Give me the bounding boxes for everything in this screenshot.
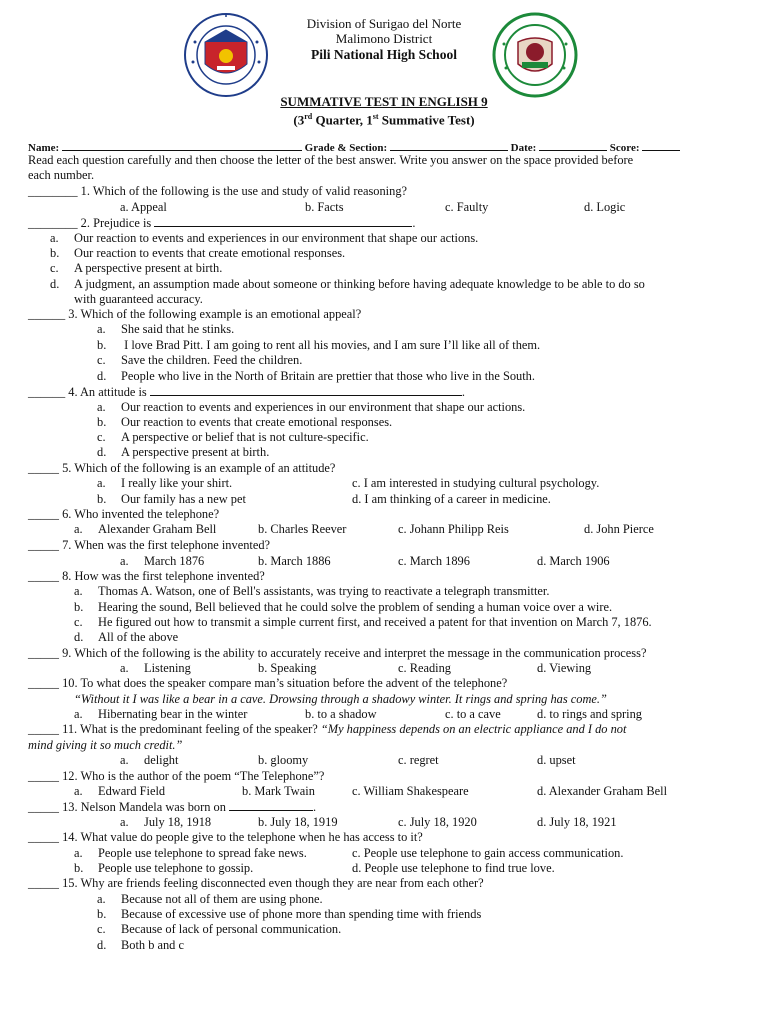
q15-option-b: b. Because of excessive use of phone more than spending time with friends [97, 907, 482, 921]
q10-option-a: a. Hibernating bear in the winter [74, 707, 248, 721]
q14-option-b: b. People use telephone to gossip. [74, 861, 254, 875]
question-4: ______ 4. An attitude is . [28, 385, 465, 399]
q9-option-b: b. Speaking [258, 661, 317, 675]
question-2: ________ 2. Prejudice is . [28, 216, 416, 230]
q8-option-d: d. All of the above [74, 630, 179, 644]
q12-option-c: c. William Shakespeare [352, 784, 469, 798]
answer-blank[interactable]: _____ [28, 461, 59, 475]
q11-option-a: a. delight [120, 753, 179, 767]
q3-option-a: a. She said that he stinks. [97, 322, 235, 336]
q5-option-d: d. I am thinking of a career in medicine. [352, 492, 551, 506]
score-label: Score: [609, 142, 640, 154]
q15-option-d: d. Both b and c [97, 938, 184, 952]
q14-option-d: d. People use telephone to find true love. [352, 861, 555, 875]
q2-option-d: d. A judgment, an assumption made about someone or thinking before having adequate knowledge to be able to do so [50, 277, 645, 291]
question-9: _____ 9. Which of the following is the ability to accurately receive and interpret the message in the communication process? [28, 646, 647, 660]
q6-option-b: b. Charles Reever [258, 522, 347, 536]
fill-in-blank[interactable] [154, 215, 412, 227]
answer-blank[interactable]: ________ [28, 184, 78, 198]
question-13: _____ 13. Nelson Mandela was born on . [28, 800, 317, 814]
answer-blank[interactable]: _____ [28, 830, 59, 844]
name-field[interactable] [62, 139, 302, 151]
q13-option-c: c. July 18, 1920 [398, 815, 477, 829]
answer-blank[interactable]: _____ [28, 569, 59, 583]
q12-option-d: d. Alexander Graham Bell [537, 784, 668, 798]
q4-option-a: a. Our reaction to events and experiences in our environment that shape our actions. [97, 400, 526, 414]
q9-option-c: c. Reading [398, 661, 451, 675]
answer-blank[interactable]: _____ [28, 676, 59, 690]
q11-option-b: b. gloomy [258, 753, 309, 767]
q14-option-c: c. People use telephone to gain access communication. [352, 846, 624, 860]
question-7: _____ 7. When was the first telephone invented? [28, 538, 271, 552]
q5-option-a: a. I really like your shirt. [97, 476, 233, 490]
q3-option-d: d. People who live in the North of Britain are prettier that those who live in the South. [97, 369, 535, 383]
question-5: _____ 5. Which of the following is an example of an attitude? [28, 461, 336, 475]
instructions-line-1: Read each question carefully and then choose the letter of the best answer. Write you answer on the space provided before [28, 153, 634, 167]
q7-option-a: a. March 1876 [120, 554, 205, 568]
date-field[interactable] [539, 139, 607, 151]
fill-in-blank[interactable] [229, 799, 313, 811]
q13-option-d: d. July 18, 1921 [537, 815, 617, 829]
q5-option-c: c. I am interested in studying cultural psychology. [352, 476, 600, 490]
q12-option-b: b. Mark Twain [242, 784, 315, 798]
test-subtitle: (3rd Quarter, 1st Summative Test) [293, 112, 475, 128]
q6-option-a: a. Alexander Graham Bell [74, 522, 217, 536]
name-label: Name: [28, 142, 60, 154]
question-12: _____ 12. Who is the author of the poem “The Telephone”? [28, 769, 325, 783]
answer-blank[interactable]: _____ [28, 507, 59, 521]
q10-option-d: d. to rings and spring [537, 707, 642, 721]
q6-option-d: d. John Pierce [584, 522, 654, 536]
answer-blank[interactable]: _____ [28, 538, 59, 552]
q6-option-c: c. Johann Philipp Reis [398, 522, 509, 536]
q1-option-d: d. Logic [584, 200, 626, 214]
q1-option-b: b. Facts [305, 200, 344, 214]
answer-blank[interactable]: ________ [28, 216, 78, 230]
q2-option-c: c. A perspective present at birth. [50, 261, 223, 275]
q2-option-a: a. Our reaction to events and experiences in our environment that shape our actions. [50, 231, 479, 245]
q7-option-c: c. March 1896 [398, 554, 470, 568]
q4-option-b: b. Our reaction to events that create emotional responses. [97, 415, 393, 429]
score-field[interactable] [642, 139, 680, 151]
q8-option-b: b. Hearing the sound, Bell believed that he could solve the problem of sending a human voice over a wire. [74, 600, 613, 614]
q10-quote: “Without it I was like a bear in a cave. Drowsing through a shadowy winter. It rings and spring has come.” [74, 692, 607, 706]
question-1: ________ 1. Which of the following is the use and study of valid reasoning? [28, 184, 408, 198]
district-name: Malimono District [335, 31, 433, 46]
answer-blank[interactable]: _____ [28, 646, 59, 660]
answer-blank[interactable]: ______ [28, 307, 66, 321]
question-8: _____ 8. How was the first telephone invented? [28, 569, 265, 583]
q1-option-a: a. Appeal [120, 200, 167, 214]
q11-quote-continued: mind giving it so much credit.” [28, 738, 183, 752]
answer-blank[interactable]: _____ [28, 800, 59, 814]
grade-section-field[interactable] [390, 139, 508, 151]
question-11: _____ 11. What is the predominant feeling of the speaker? “My happiness depends on an electric appliance and I do not [28, 722, 627, 736]
q12-option-a: a. Edward Field [74, 784, 166, 798]
q11-option-d: d. upset [537, 753, 576, 767]
q13-option-b: b. July 18, 1919 [258, 815, 338, 829]
fill-in-blank[interactable] [150, 384, 462, 396]
test-title: SUMMATIVE TEST IN ENGLISH 9 [280, 94, 488, 109]
q2-option-d-continued: with guaranteed accuracy. [74, 292, 203, 306]
school-name: Pili National High School [311, 47, 457, 62]
q4-option-c: c. A perspective or belief that is not culture-specific. [97, 430, 369, 444]
instructions-line-2: each number. [28, 168, 95, 182]
q3-option-c: c. Save the children. Feed the children. [97, 353, 303, 367]
q1-option-c: c. Faulty [445, 200, 489, 214]
q7-option-d: d. March 1906 [537, 554, 610, 568]
question-3: ______ 3. Which of the following example is an emotional appeal? [28, 307, 362, 321]
answer-blank[interactable]: _____ [28, 769, 59, 783]
q10-option-b: b. to a shadow [305, 707, 377, 721]
question-10: _____ 10. To what does the speaker compare man’s situation before the advent of the telephone? [28, 676, 508, 690]
q3-option-b: b. I love Brad Pitt. I am going to rent all his movies, and I am sure I’ll like all of them. [97, 338, 541, 352]
q5-option-b: b. Our family has a new pet [97, 492, 246, 506]
answer-blank[interactable]: _____ [28, 722, 59, 736]
grade-section-label: Grade & Section: [304, 142, 388, 154]
question-14: _____ 14. What value do people give to the telephone when he has access to it? [28, 830, 423, 844]
q11-option-c: c. regret [398, 753, 439, 767]
answer-blank[interactable]: ______ [28, 385, 66, 399]
q13-option-a: a. July 18, 1918 [120, 815, 212, 829]
question-15: _____ 15. Why are friends feeling disconnected even though they are near from each other? [28, 876, 484, 890]
q15-option-c: c. Because of lack of personal communication. [97, 922, 342, 936]
q8-option-a: a. Thomas A. Watson, one of Bell's assistants, was trying to reactivate a telegraph transmitter. [74, 584, 550, 598]
division-name: Division of Surigao del Norte [306, 16, 462, 31]
q9-option-d: d. Viewing [537, 661, 592, 675]
q8-option-c: c. He figured out how to transmit a simple current first, and received a patent for that invention on March 7, 1876. [74, 615, 652, 629]
q4-option-d: d. A perspective present at birth. [97, 445, 270, 459]
answer-blank[interactable]: _____ [28, 876, 59, 890]
date-label: Date: [510, 142, 537, 154]
q9-option-a: a. Listening [120, 661, 191, 675]
q14-option-a: a. People use telephone to spread fake news. [74, 846, 307, 860]
q7-option-b: b. March 1886 [258, 554, 331, 568]
q15-option-a: a. Because not all of them are using phone. [97, 892, 323, 906]
q10-option-c: c. to a cave [445, 707, 501, 721]
question-6: _____ 6. Who invented the telephone? [28, 507, 220, 521]
q2-option-b: b. Our reaction to events that create emotional responses. [50, 246, 346, 260]
